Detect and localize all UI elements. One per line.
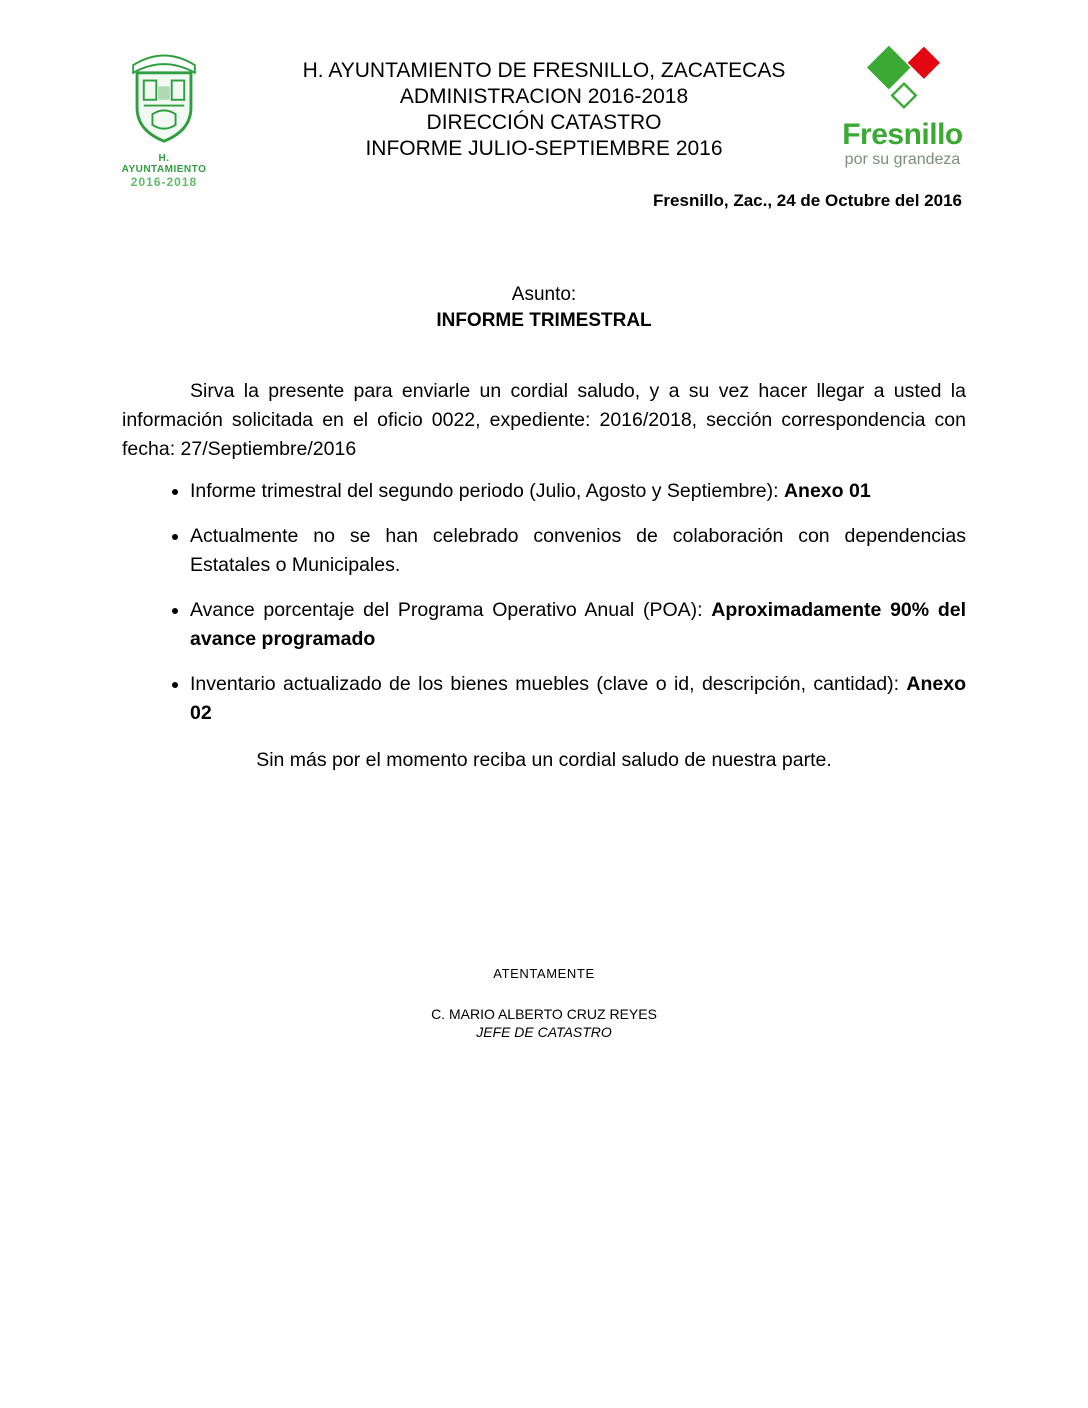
bullet-text: Actualmente no se han celebrado convenios de colaboración con dependencias Estatales o Municipales.: [190, 525, 966, 576]
signature-name: C. MARIO ALBERTO CRUZ REYES: [431, 1006, 657, 1022]
brand-name: Fresnillo: [842, 118, 963, 151]
dateline: Fresnillo, Zac., 24 de Octubre del 2016: [653, 191, 962, 210]
crest-shield-icon: [122, 133, 206, 150]
diamonds-icon: [838, 40, 968, 119]
letter-body: [122, 377, 966, 775]
signature-block: [0, 966, 1088, 1041]
closing-paragraph: Sin más por el momento reciba un cordial saludo de nuestra parte.: [256, 749, 832, 771]
subject-value: INFORME TRIMESTRAL: [436, 310, 652, 331]
signature-title: JEFE DE CATASTRO: [476, 1024, 612, 1040]
bullet-bold-text: Aproximadamente 90% del avance programado: [190, 599, 966, 650]
bullet-text: Avance porcentaje del Programa Operativo Anual (POA):: [190, 599, 712, 621]
bullet-item: [190, 522, 966, 580]
fresnillo-logo: [830, 40, 975, 169]
letterhead-line-2: ADMINISTRACION 2016-2018: [399, 85, 689, 108]
bullet-text: Informe trimestral del segundo periodo (Julio, Agosto y Septiembre):: [190, 480, 784, 502]
bullet-text: Inventario actualizado de los bienes muebles (clave o id, descripción, cantidad):: [190, 673, 907, 695]
letterhead-line-4: INFORME JULIO-SEPTIEMBRE 2016: [365, 137, 723, 160]
intro-paragraph: Sirva la presente para enviarle un cordial saludo, y a su vez hacer llegar a usted la información solicitada en el oficio 0022, expediente: 2016/2018, sección correspondencia con fecha: 27/Septiembre/2016: [122, 380, 966, 460]
signature-salutation: ATENTAMENTE: [493, 966, 595, 981]
letterhead-line-1: H. AYUNTAMIENTO DE FRESNILLO, ZACATECAS: [302, 59, 786, 82]
subject-label: Asunto:: [511, 284, 577, 305]
bullet-item: [190, 477, 966, 506]
bullet-item: [190, 596, 966, 654]
municipal-crest: [118, 42, 210, 189]
letterhead: [244, 58, 844, 162]
crest-caption: H. AYUNTAMIENTO: [121, 153, 207, 175]
bullet-bold-text: Anexo 01: [783, 480, 871, 502]
letterhead-line-3: DIRECCIÓN CATASTRO: [426, 111, 662, 134]
bullet-list: [122, 477, 966, 728]
bullet-bold-text: Anexo 02: [190, 673, 966, 724]
crest-years: 2016-2018: [130, 175, 198, 189]
brand-tagline: por su grandeza: [844, 151, 961, 168]
bullet-item: [190, 670, 966, 728]
subject-block: [0, 282, 1088, 334]
